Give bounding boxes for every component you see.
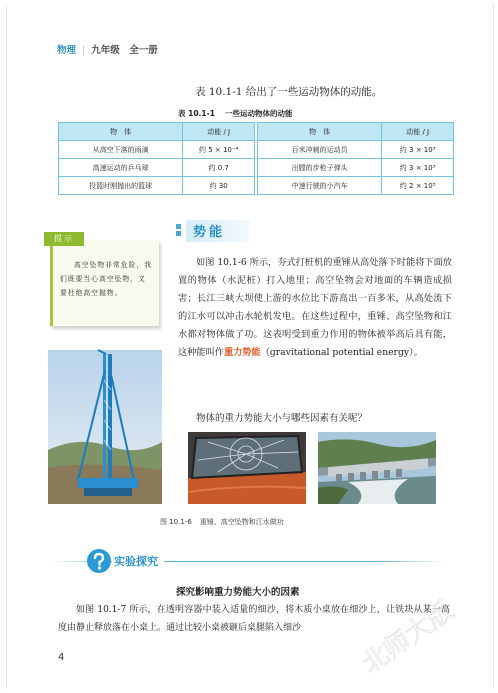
table-cell: 中速行驶的小汽车	[257, 177, 381, 195]
experiment-text: 如图 10.1-7 所示，在透明容器中装入适量的细沙，将木质小桌放在细沙上，让铁块从某一高度由静止释放落在小桌上。通过比较小桌被砸后桌腿陷入细沙	[58, 605, 450, 633]
table-cell: 约 2 × 10⁵	[382, 177, 454, 195]
body-paragraph	[178, 254, 452, 362]
experiment-subtitle: 探究影响重力势能大小的因素	[176, 587, 300, 598]
table-cell: 投篮时刚抛出的篮球	[59, 177, 183, 195]
table-cell: 约 0.7	[183, 159, 255, 177]
table-row	[59, 141, 454, 159]
body-text-after: （gravitational potential energy）。	[260, 347, 423, 358]
table-caption-number: 表 10.1-1	[178, 109, 215, 118]
experiment-banner-title: 实验探究	[112, 553, 164, 569]
table-caption	[178, 108, 292, 119]
body-text-before: 如图 10.1-6 所示，夯式打桩机的重锤从高处落下时能将下面放置的物体（水泥桩）打入地里；高空坠物会对地面的车辆造成损害；长江三峡大坝使上游的水位比下游高出一百多米，从高处流下的江水可以冲击水轮机发电。在这些过程中，重锤、高空坠物和江水都对物体做了功。这表明受到重力作用的物体被举高后具有能，这种能叫作	[178, 257, 452, 358]
table-cell: 约 3 × 10³	[382, 141, 454, 159]
figure-caption-text: 重锤、高空坠物和江水做功	[199, 518, 284, 526]
hint-tab: 提示	[44, 232, 84, 246]
table-header-cell: 动能 / J	[183, 123, 255, 141]
hint-text: 高空坠物非常危险，我们既要当心高空坠物，又要杜绝高空抛物。	[60, 261, 152, 297]
table-intro-text: 表 10.1-1 给出了一些运动物体的动能。	[195, 86, 383, 98]
watermark-text: 北师大版	[356, 595, 460, 680]
table-row	[59, 159, 454, 177]
damaged-car-photo	[188, 432, 306, 504]
running-header	[57, 42, 158, 56]
figure-caption	[160, 517, 284, 527]
table-cell: 约 5 × 10⁻⁴	[183, 141, 255, 159]
page-number: 4	[58, 652, 65, 663]
table-header-cell: 物 体	[59, 123, 183, 141]
table-cell: 百米冲刺的运动员	[257, 141, 381, 159]
table-cell: 从高空下落的雨滴	[59, 141, 183, 159]
table-cell: 出膛的步枪子弹头	[257, 159, 381, 177]
table-header-row	[59, 123, 454, 141]
table-caption-title: 一些运动物体的动能	[224, 109, 293, 118]
table-cell: 约 3 × 10³	[382, 159, 454, 177]
keyword-highlight: 重力势能	[223, 347, 261, 358]
table-header-cell: 物 体	[257, 123, 381, 141]
figure-number: 图 10.1-6	[160, 518, 192, 526]
table-row	[59, 177, 454, 195]
header-separator: |	[82, 45, 86, 56]
kinetic-energy-table	[58, 122, 454, 195]
three-gorges-dam-photo	[318, 432, 436, 504]
section-title: 势能	[193, 225, 226, 240]
table-cell: 约 30	[183, 177, 255, 195]
table-header-cell: 动能 / J	[382, 123, 454, 141]
table-cell: 高速运动的乒乓球	[59, 159, 183, 177]
body-question: 物体的重力势能大小与哪些因素有关呢？	[196, 413, 368, 424]
pile-driver-photo	[48, 350, 162, 504]
header-subject: 物理	[57, 45, 77, 56]
publisher-watermark	[356, 590, 490, 680]
question-mark-icon	[86, 548, 112, 574]
header-grade: 九年级 全一册	[91, 45, 158, 56]
section-heading-dots	[176, 224, 181, 238]
